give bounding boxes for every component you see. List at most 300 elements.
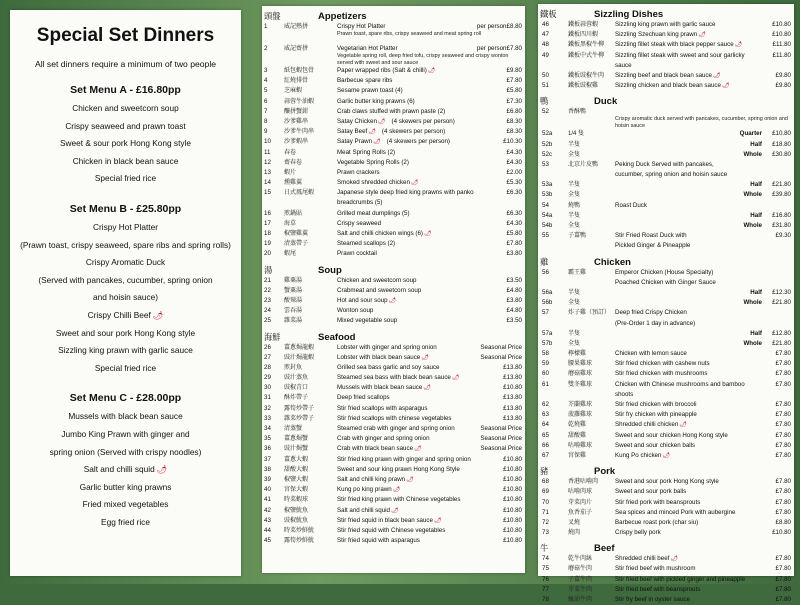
set-menu-item-text: Sizzling king prawn with garlic sauce: [58, 345, 193, 356]
item-price: per person£7.80: [476, 45, 522, 52]
item-number: 33: [264, 414, 271, 422]
menu-row: [538, 339, 794, 349]
item-number: 57: [542, 309, 549, 317]
menu-row-continued: [538, 278, 794, 288]
item-name: [615, 231, 687, 241]
item-name: [615, 477, 719, 487]
menu-row: [262, 306, 525, 316]
menu-row: [262, 444, 525, 454]
set-menu-item-text: Special fried rice: [94, 362, 157, 373]
item-number: 61: [542, 380, 549, 388]
item-number: 17: [264, 219, 271, 227]
item-name: [615, 508, 735, 518]
menu-row: [538, 528, 794, 538]
item-number: 78: [542, 596, 549, 603]
item-number: 52a: [542, 130, 553, 138]
item-name: [337, 475, 414, 485]
set-menu-item: [10, 289, 241, 307]
menu-row: [262, 127, 525, 137]
section-chinese-name: 鴨: [540, 96, 549, 107]
item-name-text: Smoked shredded chicken: [337, 179, 410, 187]
chilli-icon: 🌶: [734, 42, 743, 49]
section-chinese-name: 雞: [540, 256, 549, 267]
item-name: [615, 20, 715, 30]
item-chinese-name: 全隻: [568, 151, 581, 158]
menu-row-continued: [538, 170, 794, 180]
menu-row: [262, 414, 525, 424]
set-menu-item: [10, 254, 241, 272]
item-price: £8.30: [506, 128, 522, 136]
menu-row: [262, 229, 525, 239]
menu-row: [538, 211, 794, 221]
item-name-text: Salt and chilli squid: [337, 506, 390, 514]
set-menu-item: [10, 342, 241, 360]
item-name-text: Crab claws stuffed with prawn paste (2): [337, 107, 446, 115]
item-price: £10.80: [503, 486, 522, 494]
item-number: 54a: [542, 211, 553, 219]
menu-row: [262, 455, 525, 465]
item-chinese-name: 露筍炒帶子: [284, 405, 315, 412]
item-price: £7.80: [775, 555, 791, 563]
item-price: £7.80: [775, 350, 791, 358]
item-portion: (4 skewers per person): [391, 117, 455, 125]
item-chinese-name: 北京片皮鴨: [568, 161, 599, 168]
item-name: [337, 306, 373, 316]
section-header: [262, 262, 525, 276]
item-number: 19: [264, 240, 271, 248]
item-price: £7.80: [775, 441, 791, 449]
set-menu-item: [10, 426, 241, 444]
chilli-icon: 🌶: [713, 72, 721, 79]
item-number: 46: [542, 21, 549, 28]
item-number: 59: [542, 360, 549, 368]
menu-row: [262, 97, 525, 107]
item-chinese-name: 威記熱拼: [284, 24, 309, 30]
item-price: £7.80: [775, 451, 791, 459]
item-name-text: Crab with ginger and spring onion: [337, 435, 430, 443]
section-chinese-name: 湯: [264, 264, 273, 275]
item-number: 14: [264, 179, 271, 187]
item-name-text: Hot and sour soup: [337, 296, 388, 304]
item-price: £13.80: [503, 363, 522, 371]
item-name: [337, 434, 430, 444]
item-portion: (4 skewers per person): [381, 128, 446, 136]
item-chinese-name: 豉汁蒸魚: [284, 375, 309, 382]
item-chinese-name: 香酥鴨: [568, 109, 587, 116]
item-price: £10.80: [772, 529, 791, 537]
item-chinese-name: 雜菜湯: [284, 318, 303, 325]
item-name-text: Stir fried chicken with cashew nuts: [615, 360, 710, 368]
portion-size: Half: [750, 329, 762, 337]
item-name-text: Stir fried squid with asparagus: [337, 537, 420, 545]
item-price: £5.30: [506, 179, 522, 187]
menu-row: [538, 129, 794, 139]
section-title: Seafood: [318, 331, 356, 343]
portion-size: Half: [750, 140, 762, 148]
menu-row: [262, 373, 525, 383]
set-menu-item: [10, 153, 241, 171]
item-chinese-name: 香港咕嚕肉: [568, 479, 599, 486]
chilli-icon: 🌶: [451, 375, 460, 382]
item-chinese-name: 蘑菇雞球: [568, 371, 593, 378]
menu-row: [262, 66, 525, 76]
item-price: £7.80: [775, 498, 791, 506]
item-price: £18.80: [772, 140, 791, 148]
set-menu-item-text: Salt and chilli squid: [83, 464, 155, 475]
item-price: £21.80: [772, 181, 791, 189]
portion-size: Half: [750, 181, 762, 189]
item-chinese-name: 酸辣湯: [284, 297, 303, 304]
item-number: 57b: [542, 339, 553, 347]
item-name-continued: (Pre-Order 1 day in advance): [615, 319, 696, 327]
menu-row: [538, 564, 794, 574]
menu-row: [538, 201, 794, 211]
item-number: 74: [542, 555, 549, 563]
item-price: £7.80: [775, 370, 791, 378]
item-number: 26: [264, 343, 271, 351]
item-chinese-name: 乾燒雞: [568, 422, 587, 429]
menu-row: [538, 410, 794, 420]
section-chinese-name: 鐵板: [540, 9, 557, 19]
item-number: 42: [264, 506, 271, 514]
section-header: [538, 93, 794, 107]
menu-row: [262, 107, 525, 117]
menu-row: [262, 188, 525, 198]
set-menu-item-text: Crispy Aromatic Duck: [85, 257, 166, 268]
item-price: £7.80: [506, 77, 522, 85]
menu-row: [262, 536, 525, 546]
chilli-icon: 🌶: [377, 118, 386, 125]
menu-row: [538, 190, 794, 200]
item-number: 16: [264, 209, 271, 217]
item-name-text: Emperor Chicken (House Specialty): [615, 268, 714, 276]
item-price: £12.30: [772, 288, 791, 296]
item-chinese-name: 薑蔥大蝦: [284, 456, 309, 463]
item-number: 36: [264, 445, 271, 453]
item-chinese-name: 燻雞翼: [284, 180, 303, 187]
item-number: 52c: [542, 150, 552, 158]
item-name-text: Sweet and sour pork balls: [615, 488, 687, 496]
item-name: [615, 451, 670, 461]
item-name: [337, 229, 432, 239]
section-chinese-name: 海鮮: [264, 331, 281, 342]
item-number: 13: [264, 168, 271, 176]
item-chinese-name: 雲吞湯: [284, 308, 303, 315]
item-name-text: Prawn crackers: [337, 168, 380, 176]
item-name-text: Deep fried scallops: [337, 394, 390, 402]
item-name-text: Satay Prawn: [337, 138, 373, 146]
item-number: 53: [542, 160, 549, 168]
item-name: [615, 380, 745, 390]
item-name: [615, 71, 721, 81]
item-name-text: Barbecue roast pork (char siu): [615, 518, 699, 526]
item-number: 39: [264, 475, 271, 483]
item-price: £12.80: [772, 329, 791, 337]
item-number: 77: [542, 585, 549, 593]
set-menu-item: [10, 444, 241, 462]
item-name: [615, 595, 690, 605]
item-number: 27: [264, 353, 271, 361]
menu-row: [538, 288, 794, 298]
item-chinese-name: 檸檬雞: [568, 351, 587, 358]
menu-row: [262, 424, 525, 434]
item-number: 52: [542, 108, 549, 116]
item-number: 73: [542, 529, 549, 537]
set-menu-item-text: and hoisin sauce): [92, 292, 159, 303]
section-header: [538, 463, 794, 477]
item-price: £8.80: [775, 518, 791, 526]
item-number: 50: [542, 71, 549, 79]
menu-row: [262, 404, 525, 414]
item-name: [337, 506, 399, 516]
item-chinese-name: 芽菜肉片: [568, 499, 593, 506]
item-chinese-name: 時菜炒鮮魷: [284, 527, 315, 534]
item-number: 56: [542, 268, 549, 276]
item-number: 38: [264, 465, 271, 473]
menu-row-continued: [262, 198, 525, 208]
item-number: 54b: [542, 222, 553, 229]
item-chinese-name: 豉椒魷魚: [284, 517, 309, 524]
item-chinese-name: 清蒸帶子: [284, 241, 309, 248]
item-chinese-name: 宮保大蝦: [284, 487, 309, 494]
item-name: [615, 160, 714, 170]
chilli-icon: 🌶: [662, 452, 671, 459]
item-chinese-name: 鐵板豉椒雞: [568, 83, 599, 90]
item-price: £10.30: [503, 138, 522, 146]
item-price: £7.80: [775, 431, 791, 439]
item-name: [615, 51, 745, 61]
item-name: [337, 137, 450, 147]
item-name: [337, 495, 460, 505]
menu-row: [262, 219, 525, 229]
menu-row: [538, 180, 794, 190]
item-number: 67: [542, 451, 549, 459]
item-price: £7.80: [775, 421, 791, 429]
item-name-text: Sizzling king prawn with garlic sauce: [615, 21, 716, 28]
menu-row: [538, 51, 794, 61]
menu-row: [262, 495, 525, 505]
item-number: 40: [264, 486, 271, 494]
menu-row: [262, 363, 525, 373]
item-name: [615, 308, 687, 318]
menu-row: [538, 71, 794, 81]
set-menu-item: [10, 496, 241, 514]
item-price: £11.80: [772, 41, 791, 49]
item-name-text: Kung Po chicken: [615, 451, 662, 459]
item-chinese-name: 菠蘿雞球: [568, 412, 593, 419]
section-title: Duck: [594, 96, 618, 108]
item-chinese-name: 咕嚕雞球: [568, 442, 593, 449]
item-number: 72: [542, 518, 549, 526]
item-name-text: Sweet and sour chicken Hong Kong style: [615, 431, 728, 439]
item-number: 58: [542, 350, 549, 358]
chilli-icon: 🌶: [421, 354, 429, 361]
item-name: [615, 268, 713, 278]
item-name-text: Barbecue spare ribs: [337, 77, 393, 85]
item-name-text: Sesame prawn toast (4): [337, 87, 403, 95]
item-number: 4: [264, 77, 268, 85]
item-number: 76: [542, 575, 549, 583]
item-number: 60: [542, 370, 549, 378]
item-chinese-name: 齋春卷: [284, 159, 303, 166]
item-chinese-name: 沙爹蝦串: [284, 139, 309, 146]
chilli-icon: 🌶: [679, 422, 687, 429]
menu-row: [262, 343, 525, 353]
item-number: 52b: [542, 140, 553, 148]
item-chinese-name: 全隻: [568, 192, 581, 199]
item-name-text: Vegetarian Hot Platter: [337, 45, 398, 52]
menu-row: [262, 353, 525, 363]
item-price: £9.80: [506, 67, 522, 74]
item-chinese-name: 威記齋拼: [284, 46, 309, 52]
special-note: All set dinners require a minimum of two people: [34, 59, 217, 69]
item-name: [337, 97, 415, 107]
item-name-text: Grilled sea bass garlic and soy sauce: [337, 363, 440, 371]
set-menu-title: Set Menu A - £16.80pp: [70, 84, 181, 96]
item-name-text: Shredded chilli chicken: [615, 421, 679, 429]
menu-row: [538, 441, 794, 451]
item-price: £7.80: [775, 596, 791, 603]
item-chinese-name: 芥蘭雞球: [568, 402, 593, 408]
item-name: [337, 373, 459, 383]
menu-row: [262, 286, 525, 296]
item-chinese-name: 釀拼蟹鉗: [284, 108, 309, 115]
item-chinese-name: 煎封魚: [284, 364, 303, 371]
item-name: [615, 40, 742, 50]
chilli-icon: 🌶: [406, 476, 414, 483]
menu-row: [538, 268, 794, 278]
item-name: [337, 148, 395, 158]
item-name: [615, 528, 661, 538]
item-number: 53b: [542, 191, 553, 199]
item-name-text: Steamed crab with ginger and spring onion: [337, 425, 455, 432]
item-chinese-name: 沙爹牛肉串: [284, 129, 315, 136]
item-chinese-name: 雙冬雞球: [568, 381, 593, 388]
portion-size: Whole: [743, 222, 762, 229]
item-name-text: Stir fried king prawn with ginger and spring onion: [337, 455, 471, 463]
item-name-text: Wonton soup: [337, 307, 374, 315]
item-number: 53a: [542, 181, 553, 189]
item-number: 54: [542, 201, 549, 209]
menu-row: [538, 359, 794, 369]
item-price: £8.30: [506, 117, 522, 125]
item-price: £7.80: [775, 401, 791, 408]
portion-size: Whole: [743, 299, 762, 307]
set-menu-item-text: Jumbo King Prawn with ginger and: [61, 428, 190, 439]
item-chinese-name: 芽菜牛肉: [568, 586, 593, 593]
item-name: [337, 209, 410, 219]
menu-row: [538, 81, 794, 91]
item-chinese-name: 豉椒青口: [284, 385, 309, 392]
item-price: £7.80: [775, 508, 791, 516]
item-price: £10.80: [503, 496, 522, 504]
set-menu-item-text: Sweet & sour pork Hong Kong style: [60, 138, 191, 149]
item-name: [337, 343, 437, 353]
item-name-text: Stir fried scallops with asparagus: [337, 404, 428, 412]
item-name: [615, 201, 647, 211]
item-price: £10.80: [503, 455, 522, 463]
item-name-text: Satay Chicken: [337, 117, 377, 125]
chilli-icon: 🌶: [390, 507, 399, 514]
menu-row: [538, 420, 794, 430]
menu-row: [538, 585, 794, 595]
item-number: 31: [264, 394, 271, 402]
item-name-text: Stir fried beef with mushroom: [615, 565, 696, 573]
menu-row: [262, 168, 525, 178]
section-header: [538, 254, 794, 268]
sizzling-duck-chicken-pork-beef-panel: [538, 4, 794, 603]
item-name-text: Stir fry beef in oyster sauce: [615, 596, 690, 603]
item-price: £16.80: [772, 211, 791, 219]
item-number: 8: [264, 117, 268, 125]
chilli-icon: 🌶: [414, 446, 422, 453]
portion-size: Half: [750, 288, 762, 296]
portion-size: Half: [750, 211, 762, 219]
set-menu-item-text: Mussels with black bean sauce: [68, 411, 183, 422]
portion-size: Whole: [743, 150, 762, 158]
item-name-text: Garlic butter king prawns (6): [337, 97, 415, 105]
chilli-icon: 🌶: [152, 309, 164, 320]
item-chinese-name: 咕嚕肉球: [568, 489, 593, 496]
section-title: Appetizers: [318, 11, 367, 22]
item-description: Crispy aromatic duck served with pancakes, cucumber, spring onion and hoisin sauce: [615, 116, 788, 130]
menu-row: [538, 477, 794, 487]
item-chinese-name: 燒鴨: [568, 202, 581, 209]
item-name: [615, 554, 678, 564]
item-name: [337, 296, 396, 306]
menu-row: [538, 140, 794, 150]
item-chinese-name: 海草: [284, 220, 297, 227]
item-chinese-name: 鐵板豉椒牛肉: [568, 72, 605, 79]
item-name-text: Vegetable Spring Rolls (2): [337, 158, 409, 166]
item-price: £7.80: [775, 585, 791, 593]
item-price: £5.80: [506, 230, 522, 237]
set-menu-item: [10, 461, 241, 479]
item-name-text: Crab with black bean sauce: [337, 445, 414, 453]
chilli-icon: 🌶: [427, 68, 436, 74]
set-menu-item-text: Special fried rice: [94, 173, 157, 184]
section-title: Soup: [318, 264, 342, 276]
item-number: 69: [542, 488, 549, 496]
chilli-icon: 🌶: [410, 180, 419, 187]
menu-row: [538, 40, 794, 50]
item-name: [337, 353, 429, 363]
item-name: [337, 414, 452, 424]
chilli-icon: 🌶: [373, 139, 381, 146]
item-name-text: Chicken and sweetcorn soup: [337, 276, 417, 284]
item-name-text: Chicken with Chinese mushrooms and bamboo: [615, 380, 745, 388]
set-menus: [10, 84, 241, 531]
item-price: £6.80: [506, 107, 522, 115]
item-name: [337, 158, 409, 168]
item-price: per person£8.80: [476, 23, 522, 30]
set-menu-item: [10, 514, 241, 532]
item-price: £2.00: [506, 168, 522, 176]
item-chinese-name: 鐵板蒜蓉蝦: [568, 22, 599, 28]
item-name: [337, 239, 395, 249]
item-number: 5: [264, 87, 268, 95]
item-price: £21.80: [772, 299, 791, 307]
item-name-text: Sizzling beef and black bean sauce: [615, 71, 713, 79]
item-chinese-name: 子薑鴨: [568, 233, 587, 240]
menu-row: [262, 506, 525, 516]
item-number: 18: [264, 230, 271, 237]
chilli-icon: 🌶: [433, 517, 442, 524]
menu-row-continued: [538, 241, 794, 251]
item-chinese-name: 芝麻蝦: [284, 88, 303, 95]
item-name: [337, 404, 427, 414]
item-price: £6.30: [506, 209, 522, 217]
